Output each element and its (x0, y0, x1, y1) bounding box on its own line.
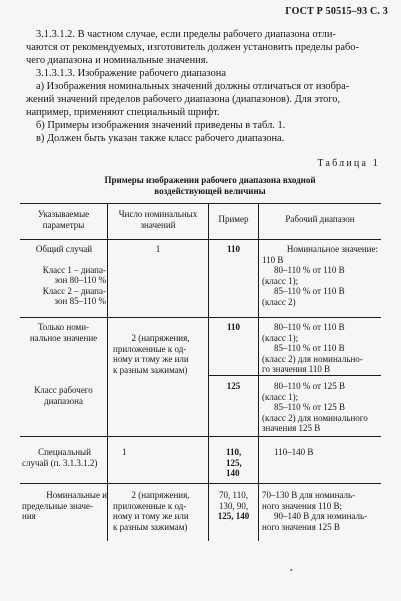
row2-example-b: 125 (226, 381, 241, 391)
cell-line: ному и тому же или (113, 511, 189, 522)
cell-line: (класс 1); (262, 391, 299, 402)
row1-example: 110 (226, 244, 240, 254)
cell-line: Номинальные и (46, 490, 107, 500)
cell-line: 85–110 % от 110 В (274, 286, 345, 297)
cell-line: 85–110 % от 125 В (274, 402, 345, 413)
cell-line: 80–110 % от 125 В (274, 381, 345, 391)
header-line: параметры (42, 219, 85, 230)
table-row-border (20, 436, 381, 437)
cell-line: Класс 2 – диапа- (42, 285, 106, 296)
cell-line: Класс 1 – диапа- (42, 264, 106, 275)
column-header-example: Пример (218, 214, 249, 224)
cell-line: 80–110 % от 110 В (274, 265, 345, 276)
header-line: Указываемые (37, 209, 90, 219)
cell-line (22, 255, 106, 265)
cell-line: 110, (226, 447, 242, 457)
row3-range: 110–140 В (274, 447, 314, 457)
row4-parameters (22, 490, 107, 522)
header-line: значений (140, 219, 176, 230)
cell-line: 2 (напряжения, (131, 333, 190, 343)
cell-line: (класс 1); (262, 332, 299, 343)
cell-line: 85–110 % от 110 В (274, 343, 345, 354)
cell-line: (класс 1); (262, 275, 299, 286)
cell-line: приложенные к од- (113, 343, 187, 354)
paragraph-line: чего диапазона и номинальные значения. (26, 55, 209, 66)
cell-line: диапазона (44, 395, 83, 406)
cell-line: (класс 2) (262, 296, 296, 307)
cell-spacer (20, 343, 107, 385)
table-top-border (20, 203, 381, 204)
table-label: Таблица 1 (317, 158, 380, 169)
cell-line: 70, 110, (219, 490, 248, 500)
column-header-range: Рабочий диапазон (285, 214, 355, 224)
row2-parameters (20, 322, 107, 406)
row2-range-a (262, 322, 378, 375)
row2-example-a: 110 (226, 322, 240, 332)
cell-line: Класс рабочего (34, 385, 93, 396)
cell-line: случай (п. 3.1.3.1.2) (22, 457, 98, 468)
row4-range (262, 490, 380, 532)
cell-line: го значения 110 В (262, 364, 331, 375)
cell-line: приложенные к од- (113, 500, 187, 511)
cell-line: 110 В (262, 254, 284, 265)
row3-count: 1 (122, 447, 127, 457)
cell-line: ного значения 110 В; (262, 500, 343, 511)
cell-line: (класс 2) для номинально- (262, 353, 363, 364)
row3-example (226, 447, 256, 479)
cell-line: 125, 140 (217, 511, 250, 522)
cell-line: ного значения 125 В (262, 521, 340, 532)
header-line: Число номинальных (118, 209, 198, 219)
table-caption-line: воздействующей величины (154, 186, 266, 196)
row1-count: 1 (155, 244, 161, 254)
cell-line: зон 80–110 % (54, 275, 106, 286)
table-caption-line: Примеры изображения рабочего диапазона входной (104, 175, 316, 185)
cell-line: нальное значение (29, 332, 98, 343)
cell-line: ния (22, 511, 36, 522)
paragraph-line: 3.1.3.1.2. В частном случае, если пределы рабочего диапазона отли- (36, 29, 336, 40)
paragraph-line: например, применяют специальный шрифт. (26, 107, 220, 118)
paragraph-line: жений значений пределов рабочего диапазона (диапазонов). Для этого, (26, 94, 341, 105)
paragraph-line: б) Примеры изображения значений приведены в табл. 1. (36, 120, 286, 131)
cell-line: Общий случай (35, 244, 93, 254)
cell-line: зон 85–110 % (54, 296, 106, 307)
table-header-border (20, 239, 381, 240)
cell-line: Только номи- (37, 322, 90, 332)
cell-line: 2 (напряжения, (131, 490, 190, 500)
row2-count (113, 333, 208, 375)
cell-line: 140 (226, 468, 240, 479)
cell-line: ному и тому же или (113, 354, 189, 365)
cell-line: Специальный (38, 447, 91, 457)
column-header-parameters (20, 209, 107, 230)
table-row-border (20, 483, 381, 484)
column-header-count (108, 209, 208, 230)
table-column-border (258, 203, 259, 541)
cell-line: к разным зажимам) (113, 364, 188, 375)
cell-line: 80–110 % от 110 В (274, 322, 345, 332)
row1-range (262, 244, 378, 308)
cell-line: Номинальное значение: (286, 244, 378, 254)
page-mark: • (290, 566, 293, 575)
cell-line: 90–140 В для номиналь- (274, 511, 368, 522)
row1-parameters (22, 244, 106, 307)
cell-line: 130, 90, (218, 500, 249, 511)
paragraph-line: чаются от рекомендуемых, изготовитель должен установить пределы рабо- (26, 42, 359, 53)
cell-line: к разным зажимам) (113, 521, 188, 532)
paragraph-line: в) Должен быть указан также класс рабочего диапазона. (36, 133, 285, 144)
row4-example (209, 490, 258, 522)
row3-parameters (22, 447, 107, 468)
cell-line: 70–130 В для номиналь- (262, 490, 356, 500)
cell-line: 125, (226, 457, 242, 468)
cell-line: предельные значе- (22, 500, 93, 511)
cell-line: значения 125 В (262, 423, 321, 434)
table-subrow-border (208, 375, 381, 376)
cell-line: (класс 2) для номинального (262, 412, 368, 423)
page-header: ГОСТ Р 50515–93 С. 3 (285, 6, 388, 17)
table-row-border (20, 317, 381, 318)
paragraph-line: 3.1.3.1.3. Изображение рабочего диапазона (36, 68, 226, 79)
row2-range-b (262, 381, 378, 434)
row4-count (113, 490, 208, 532)
paragraph-line: а) Изображения номинальных значений должны отличаться от изобра- (36, 81, 350, 92)
